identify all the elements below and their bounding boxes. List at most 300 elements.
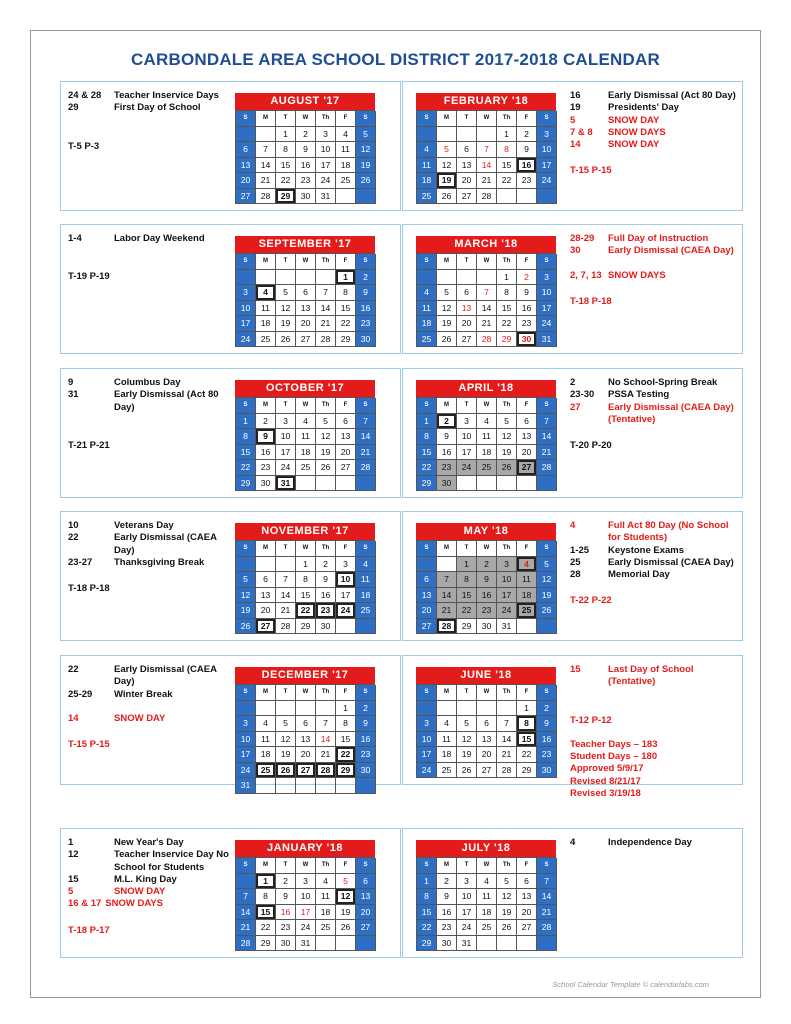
day-cell: 7 [477, 142, 497, 158]
day-grid [416, 540, 556, 634]
day-cell: 27 [356, 920, 376, 936]
day-cell: 8 [276, 142, 296, 158]
month-panel [402, 655, 743, 800]
month-notes [570, 90, 740, 178]
month-notes [68, 664, 233, 751]
month-calendar [235, 523, 375, 634]
weekday-header: Th [316, 398, 336, 414]
empty-cell [477, 701, 497, 717]
day-cell: 31 [276, 476, 296, 492]
note-text: SNOW DAY [608, 139, 660, 151]
day-cell: 17 [497, 588, 517, 604]
day-cell: 1 [517, 701, 537, 717]
day-cell: 18 [417, 173, 437, 189]
note-day: 15 [570, 664, 581, 675]
day-cell: 7 [477, 285, 497, 301]
day-cell: 20 [356, 905, 376, 921]
day-cell: 14 [236, 905, 256, 921]
day-cell: 22 [517, 747, 537, 763]
empty-cell [316, 476, 336, 492]
day-cell: 29 [296, 619, 316, 635]
empty-cell [316, 936, 336, 952]
day-cell: 23 [437, 920, 457, 936]
note-day: 19 [570, 102, 581, 114]
day-cell: 15 [457, 588, 477, 604]
day-cell: 22 [497, 316, 517, 332]
day-cell: 20 [296, 747, 316, 763]
day-cell: 11 [316, 889, 336, 905]
note-row [570, 233, 740, 245]
note-row [570, 520, 740, 545]
day-grid [416, 110, 556, 204]
day-cell: 13 [517, 889, 537, 905]
day-cell: 8 [236, 429, 256, 445]
day-cell: 9 [437, 429, 457, 445]
day-cell: 20 [517, 445, 537, 461]
day-cell: 20 [236, 173, 256, 189]
day-grid [416, 857, 556, 951]
note-text: Early Dismissal (Act 80 Day) [608, 90, 736, 101]
empty-cell [336, 619, 356, 635]
weekday-header: S [537, 858, 557, 874]
day-cell: 1 [457, 557, 477, 573]
day-cell: 9 [477, 572, 497, 588]
month-totals: T-20 P-20 [570, 440, 612, 452]
day-cell: 4 [417, 285, 437, 301]
weekday-header: Th [497, 541, 517, 557]
notes-spacer [570, 258, 740, 270]
day-cell: 22 [256, 920, 276, 936]
empty-cell [356, 476, 376, 492]
empty-cell [236, 874, 256, 890]
month-name: MARCH '18 [416, 236, 556, 253]
note-text: SNOW DAYS [608, 126, 666, 138]
day-cell: 23 [437, 460, 457, 476]
day-cell: 19 [497, 445, 517, 461]
weekday-header: W [296, 685, 316, 701]
day-cell: 19 [437, 316, 457, 332]
weekday-header: W [477, 254, 497, 270]
day-cell: 13 [336, 429, 356, 445]
note-text: Early Dismissal (CAEA Day) [114, 532, 217, 556]
weekday-header: Th [497, 398, 517, 414]
day-cell: 16 [477, 588, 497, 604]
day-cell: 5 [497, 874, 517, 890]
day-cell: 23 [517, 173, 537, 189]
day-cell: 10 [296, 889, 316, 905]
day-cell: 16 [256, 445, 276, 461]
day-cell: 16 [437, 905, 457, 921]
day-cell: 13 [356, 889, 376, 905]
day-cell: 2 [437, 414, 457, 430]
day-cell: 3 [457, 874, 477, 890]
day-cell: 8 [417, 429, 437, 445]
note-row [68, 898, 233, 910]
day-cell: 11 [296, 429, 316, 445]
day-cell: 26 [276, 763, 296, 779]
month-calendar [235, 93, 375, 204]
month-notes [68, 377, 233, 452]
empty-cell [517, 619, 537, 635]
weekday-header: T [276, 685, 296, 701]
weekday-header: W [477, 858, 497, 874]
note-row [570, 127, 740, 139]
day-cell: 27 [236, 189, 256, 205]
day-cell: 28 [497, 763, 517, 779]
empty-cell [497, 476, 517, 492]
day-cell: 6 [517, 414, 537, 430]
day-cell: 22 [236, 460, 256, 476]
day-cell: 19 [537, 588, 557, 604]
day-cell: 23 [356, 747, 376, 763]
day-cell: 24 [537, 173, 557, 189]
month-totals: T-15 P-15 [570, 165, 612, 177]
month-panel [60, 655, 401, 790]
weekday-header: F [517, 111, 537, 127]
day-cell: 8 [457, 572, 477, 588]
day-cell: 13 [256, 588, 276, 604]
day-cell: 1 [497, 270, 517, 286]
day-cell: 24 [497, 603, 517, 619]
day-cell: 19 [437, 173, 457, 189]
weekday-header: T [457, 254, 477, 270]
day-cell: 1 [417, 874, 437, 890]
day-cell: 22 [417, 460, 437, 476]
note-day: 5 [570, 114, 576, 126]
note-text: Labor Day Weekend [114, 233, 205, 244]
day-cell: 25 [296, 460, 316, 476]
day-cell: 31 [537, 332, 557, 348]
month-name: JULY '18 [416, 840, 556, 857]
day-cell: 1 [336, 701, 356, 717]
day-cell: 18 [256, 747, 276, 763]
day-cell: 9 [437, 889, 457, 905]
day-cell: 20 [457, 316, 477, 332]
day-cell: 30 [437, 936, 457, 952]
month-name: APRIL '18 [416, 380, 556, 397]
day-cell: 10 [236, 732, 256, 748]
day-cell: 2 [437, 874, 457, 890]
note-row [68, 520, 233, 532]
empty-cell [497, 701, 517, 717]
empty-cell [296, 270, 316, 286]
day-grid [416, 397, 556, 491]
day-cell: 3 [296, 874, 316, 890]
day-cell: 25 [256, 332, 276, 348]
day-cell: 31 [236, 778, 256, 794]
day-cell: 19 [356, 158, 376, 174]
day-cell: 4 [256, 716, 276, 732]
empty-cell [316, 270, 336, 286]
month-notes [570, 233, 740, 308]
day-cell: 20 [296, 316, 316, 332]
weekday-header: F [517, 541, 537, 557]
day-cell: 29 [417, 476, 437, 492]
day-cell: 21 [537, 905, 557, 921]
day-cell: 2 [517, 270, 537, 286]
day-cell: 22 [457, 603, 477, 619]
day-grid [235, 253, 375, 347]
page-title: CARBONDALE AREA SCHOOL DISTRICT 2017-2018 CALENDAR [131, 50, 660, 69]
day-cell: 27 [457, 332, 477, 348]
weekday-header: M [256, 398, 276, 414]
note-row [68, 389, 233, 414]
day-cell: 16 [517, 158, 537, 174]
day-cell: 9 [517, 285, 537, 301]
month-name: SEPTEMBER '17 [235, 236, 375, 253]
weekday-header: S [537, 111, 557, 127]
day-cell: 26 [497, 920, 517, 936]
month-name: DECEMBER '17 [235, 667, 375, 684]
day-cell: 16 [437, 445, 457, 461]
month-panel [60, 224, 401, 354]
month-panel [60, 81, 401, 211]
weekday-header: M [437, 254, 457, 270]
note-text: Teacher Inservice Day No School for Students [114, 849, 229, 873]
day-cell: 28 [276, 619, 296, 635]
weekday-header: M [256, 858, 276, 874]
day-cell: 18 [256, 316, 276, 332]
day-cell: 5 [276, 716, 296, 732]
note-text: Full Day of Instruction [608, 233, 709, 244]
weekday-header: S [236, 541, 256, 557]
note-row [570, 245, 740, 257]
notes-spacer [68, 701, 233, 713]
weekday-header: T [457, 858, 477, 874]
day-cell: 12 [437, 158, 457, 174]
weekday-header: M [437, 858, 457, 874]
note-day: 24 & 28 [68, 90, 102, 101]
note-text: Independence Day [608, 837, 692, 848]
note-day: 27 [570, 401, 581, 413]
day-grid [235, 397, 375, 491]
weekday-header: W [296, 111, 316, 127]
weekday-header: M [437, 541, 457, 557]
day-cell: 25 [417, 332, 437, 348]
note-text: Last Day of School (Tentative) [608, 664, 694, 688]
month-calendar [416, 667, 556, 778]
day-cell: 25 [437, 763, 457, 779]
totals-spacer [570, 151, 740, 165]
weekday-header: Th [316, 111, 336, 127]
day-cell: 28 [477, 189, 497, 205]
weekday-header: Th [497, 254, 517, 270]
totals-spacer [68, 911, 233, 925]
note-text: SNOW DAY [114, 886, 166, 898]
day-cell: 24 [236, 763, 256, 779]
weekday-header: M [256, 685, 276, 701]
empty-cell [477, 936, 497, 952]
day-cell: 12 [537, 572, 557, 588]
day-cell: 19 [316, 445, 336, 461]
weekday-header: S [417, 398, 437, 414]
weekday-header: F [517, 685, 537, 701]
weekday-header: S [236, 111, 256, 127]
day-cell: 6 [256, 572, 276, 588]
day-cell: 30 [316, 619, 336, 635]
day-cell: 23 [537, 747, 557, 763]
month-totals: T-18 P-18 [68, 583, 110, 595]
weekday-header: F [517, 254, 537, 270]
weekday-header: T [457, 398, 477, 414]
day-cell: 4 [316, 874, 336, 890]
day-cell: 5 [537, 557, 557, 573]
note-row [68, 849, 233, 874]
empty-cell [417, 701, 437, 717]
empty-cell [356, 619, 376, 635]
weekday-header: M [437, 685, 457, 701]
day-cell: 4 [296, 414, 316, 430]
empty-cell [437, 701, 457, 717]
month-calendar [416, 236, 556, 347]
day-cell: 25 [517, 603, 537, 619]
day-cell: 24 [457, 920, 477, 936]
note-row [570, 557, 740, 569]
day-cell: 29 [497, 332, 517, 348]
weekday-header: S [537, 541, 557, 557]
day-cell: 12 [336, 889, 356, 905]
day-cell: 28 [316, 763, 336, 779]
day-cell: 8 [497, 285, 517, 301]
day-cell: 15 [517, 732, 537, 748]
weekday-header: S [537, 685, 557, 701]
day-cell: 17 [457, 905, 477, 921]
empty-cell [336, 778, 356, 794]
day-cell: 7 [256, 142, 276, 158]
day-cell: 29 [336, 332, 356, 348]
day-cell: 2 [356, 701, 376, 717]
day-cell: 17 [336, 588, 356, 604]
note-row [68, 377, 233, 389]
weekday-header: W [296, 858, 316, 874]
day-cell: 16 [356, 732, 376, 748]
note-text: Keystone Exams [608, 544, 685, 556]
day-cell: 24 [236, 332, 256, 348]
day-cell: 24 [316, 173, 336, 189]
day-cell: 25 [477, 460, 497, 476]
weekday-header: F [517, 398, 537, 414]
totals-spacer [570, 581, 740, 595]
day-cell: 31 [497, 619, 517, 635]
month-panel [402, 81, 743, 211]
day-cell: 24 [296, 920, 316, 936]
day-cell: 30 [296, 189, 316, 205]
weekday-header: S [356, 111, 376, 127]
month-totals: T-18 P-17 [68, 924, 110, 936]
day-grid [416, 684, 556, 778]
weekday-header: W [477, 541, 497, 557]
day-cell: 28 [356, 460, 376, 476]
day-cell: 24 [276, 460, 296, 476]
day-cell: 29 [417, 936, 437, 952]
day-cell: 27 [417, 619, 437, 635]
day-cell: 9 [356, 285, 376, 301]
empty-cell [276, 557, 296, 573]
note-row [570, 389, 740, 401]
summary-line: Approved 5/9/17 [570, 763, 644, 775]
note-day: 30 [570, 245, 581, 257]
empty-cell [236, 557, 256, 573]
month-calendar [235, 840, 375, 951]
day-cell: 14 [316, 301, 336, 317]
empty-cell [537, 189, 557, 205]
note-row [68, 557, 233, 569]
month-calendar [235, 236, 375, 347]
empty-cell [256, 778, 276, 794]
day-cell: 9 [537, 716, 557, 732]
empty-cell [477, 127, 497, 143]
day-cell: 30 [537, 763, 557, 779]
day-cell: 5 [276, 285, 296, 301]
day-cell: 9 [276, 889, 296, 905]
month-notes [68, 520, 233, 595]
weekday-header: Th [316, 685, 336, 701]
day-cell: 8 [336, 285, 356, 301]
empty-cell [256, 557, 276, 573]
note-day: 25 [570, 556, 581, 568]
day-cell: 30 [477, 619, 497, 635]
empty-cell [236, 270, 256, 286]
empty-cell [437, 270, 457, 286]
day-cell: 18 [336, 158, 356, 174]
weekday-header: S [236, 398, 256, 414]
note-day: 4 [570, 520, 576, 531]
empty-cell [336, 189, 356, 205]
note-day: 1-25 [570, 544, 590, 556]
day-cell: 4 [336, 127, 356, 143]
empty-cell [356, 778, 376, 794]
day-cell: 30 [356, 332, 376, 348]
day-cell: 10 [457, 889, 477, 905]
note-day: 2, 7, 13 [570, 269, 602, 281]
month-name: AUGUST '17 [235, 93, 375, 110]
day-cell: 21 [276, 603, 296, 619]
day-cell: 7 [276, 572, 296, 588]
weekday-header: F [336, 111, 356, 127]
day-cell: 13 [477, 732, 497, 748]
note-text: New Year's Day [114, 837, 184, 848]
day-cell: 10 [336, 572, 356, 588]
note-text: SNOW DAYS [105, 898, 163, 910]
note-row [68, 532, 233, 557]
note-day: 10 [68, 520, 79, 531]
note-text: Early Dismissal (CAEA Day) [608, 245, 734, 257]
day-cell: 26 [437, 332, 457, 348]
day-cell: 11 [417, 301, 437, 317]
note-text: Thanksgiving Break [114, 556, 205, 568]
day-cell: 23 [256, 460, 276, 476]
weekday-header: M [437, 398, 457, 414]
day-cell: 21 [356, 445, 376, 461]
day-cell: 29 [236, 476, 256, 492]
day-grid [235, 540, 375, 634]
day-cell: 3 [497, 557, 517, 573]
day-cell: 17 [236, 316, 256, 332]
day-cell: 7 [316, 716, 336, 732]
weekday-header: Th [497, 858, 517, 874]
day-cell: 4 [437, 716, 457, 732]
empty-cell [537, 476, 557, 492]
empty-cell [356, 936, 376, 952]
day-cell: 2 [477, 557, 497, 573]
weekday-header: S [356, 858, 376, 874]
day-cell: 11 [356, 572, 376, 588]
day-cell: 15 [417, 445, 437, 461]
weekday-header: M [256, 111, 276, 127]
day-cell: 11 [477, 429, 497, 445]
day-cell: 18 [417, 316, 437, 332]
day-cell: 5 [437, 285, 457, 301]
